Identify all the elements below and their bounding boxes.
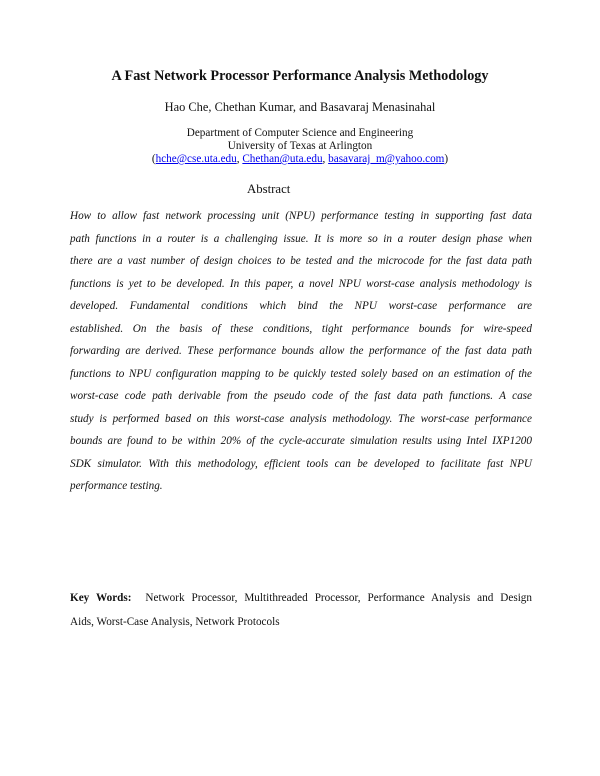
abstract-line: forwarding are derived. These performance bounds allow the performance of the fast data path <box>70 345 532 357</box>
abstract-line: there are a vast number of design choices to be tested and the microcode for the fast data path <box>70 255 532 267</box>
keywords-line <box>70 591 532 615</box>
email-separator: , <box>322 153 329 165</box>
abstract-line: developed. Fundamental conditions which bind the NPU worst-case performance are <box>70 300 532 312</box>
paren-open: ( <box>151 153 156 165</box>
keywords-section <box>70 591 532 639</box>
abstract-line: study is performed based on this worst-case analysis methodology. The worst-case performance <box>70 412 532 425</box>
paren-close: ) <box>444 153 449 165</box>
abstract-line: How to allow fast network processing unit (NPU) performance testing in supporting fast data <box>70 210 532 222</box>
affiliation <box>0 127 600 153</box>
university: University of Texas at Arlington <box>227 140 373 152</box>
keywords-line-2: Aids, Worst-Case Analysis, Network Protocols <box>70 616 280 628</box>
keywords-text: Network Processor, Multithreaded Processor, Performance Analysis and Design <box>145 592 532 604</box>
abstract-line-last: performance testing. <box>70 480 163 492</box>
email-link-hche[interactable]: hche@cse.uta.edu <box>155 153 237 165</box>
abstract-heading: Abstract <box>247 182 291 196</box>
email-line <box>0 153 600 165</box>
paper-title: A Fast Network Processor Performance Analysis Methodology <box>111 68 489 84</box>
keywords-label: Key Words: <box>70 592 132 604</box>
abstract-line: path functions in a router is a challenging issue. It is more so in a router design phase when <box>70 232 532 245</box>
email-link-chethan[interactable]: Chethan@uta.edu <box>242 153 323 165</box>
abstract-line: established. On the basis of these conditions, tight performance bounds for wire-speed <box>70 322 532 335</box>
abstract-line: functions is yet to be developed. In this paper, a novel NPU worst-case analysis methodology is <box>70 277 532 290</box>
abstract-line: functions to NPU configuration mapping to be quickly tested solely based on an estimation of the <box>70 367 532 380</box>
abstract-line: worst-case code path derivable from the pseudo code of the fast data path functions. A case <box>70 390 532 402</box>
department: Department of Computer Science and Engineering <box>186 127 414 139</box>
author-list: Hao Che, Chethan Kumar, and Basavaraj Menasinahal <box>164 100 436 114</box>
email-link-basavaraj[interactable]: basavaraj_m@yahoo.com <box>328 153 445 165</box>
email-separator: , <box>236 153 243 165</box>
abstract-line: SDK simulator. With this methodology, efficient tools can be developed to facilitate fast NPU <box>70 457 532 470</box>
abstract-line: bounds are found to be within 20% of the cycle-accurate simulation results using Intel IXP1200 <box>70 435 532 447</box>
abstract-body <box>70 209 532 502</box>
